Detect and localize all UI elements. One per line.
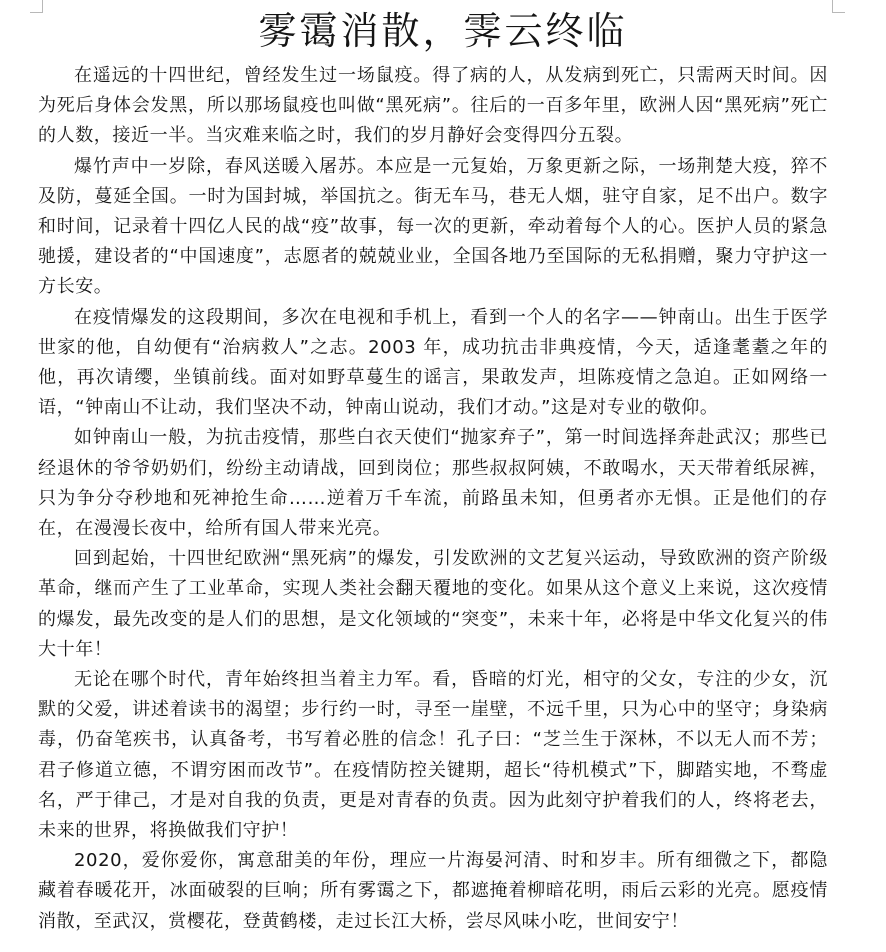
paragraph-2: 爆竹声中一岁除，春风送暖入屠苏。本应是一元复始，万象更新之际，一场荆楚大疫，猝不及防，蔓延全国。一时为国封城，举国抗之。街无车马，巷无人烟，驻守自家，足不出户。数字和时间，记录着十四亿人民的战“疫”故事，每一次的更新，牵动着每个人的心。医护人员的紧急驰援，建设者的“中国速度”，志愿者的兢兢业业，全国各地乃至国际的无私捐赠，聚力守护这一方长安。: [38, 155, 828, 298]
paragraph-6: 无论在哪个时代，青年始终担当着主力军。看，昏暗的灯光，相守的父女，专注的少女，沉默的父爱，讲述着读书的渴望；步行约一时，寻至一崖壁，不远千里，只为心中的坚守；身染病毒，仍奋笔疾书，认真备考，书写着必胜的信念！孔子曰：“芝兰生于深林，不以无人而不芳；君子修道立德，不谓穷困而改节”。在疫情防控关键期，超长“待机模式”下，脚踏实地，不骛虚名，严于律己，才是对自我的负责，更是对青春的负责。因为此刻守护着我们的人，终将老去，未来的世界，将换做我们守护！: [38, 669, 828, 842]
paragraph-1: 在遥远的十四世纪，曾经发生过一场鼠疫。得了病的人，从发病到死亡，只需两天时间。因为死后身体会发黑，所以那场鼠疫也叫做“黑死病”。往后的一百多年里，欧洲人因“黑死病”死亡的人数，接近一半。当灾难来临之时，我们的岁月静好会变得四分五裂。: [38, 65, 828, 147]
paragraph-3: 在疫情爆发的这段期间，多次在电视和手机上，看到一个人的名字——钟南山。出生于医学世家的他，自幼便有“治病救人”之志。2003 年，成功抗击非典疫情，今天，适逢耄耋之年的他，再次请缨，坐镇前线。面对如野草蔓生的谣言，果敢发声，坦陈疫情之急迫。正如网络一语，“钟南山不让动，我们坚决不动，钟南山说动，我们才动。”这是对专业的敬仰。: [38, 306, 828, 419]
paragraph-7: 2020，爱你爱你，寓意甜美的年份，理应一片海晏河清、时和岁丰。所有细微之下，都隐藏着春暖花开，冰面破裂的巨响；所有雾霭之下，都遮掩着柳暗花明，雨后云彩的光亮。愿疫情消散，至武汉，赏樱花，登黄鹤楼，走过长江大桥，尝尽风味小吃，世间安宁！: [38, 850, 828, 932]
paragraph-5: 回到起始，十四世纪欧洲“黑死病”的爆发，引发欧洲的文艺复兴运动，导致欧洲的资产阶级革命，继而产生了工业革命，实现人类社会翻天覆地的变化。如果从这个意义上来说，这次疫情的爆发，最先改变的是人们的思想，是文化领域的“突变”，未来十年，必将是中华文化复兴的伟大十年！: [38, 548, 828, 660]
document-title: 雾霭消散，霁云终临: [258, 9, 628, 53]
paragraph-4: 如钟南山一般，为抗击疫情，那些白衣天使们“抛家弃子”，第一时间选择奔赴武汉；那些已经退休的爷爷奶奶们，纷纷主动请战，回到岗位；那些叔叔阿姨，不敢喝水，天天带着纸尿裤，只为争分夺秒地和死神抢生命……逆着万千车流，前路虽未知，但勇者亦无惧。正是他们的存在，在漫漫长夜中，给所有国人带来光亮。: [38, 427, 828, 540]
document-body: [38, 61, 828, 937]
